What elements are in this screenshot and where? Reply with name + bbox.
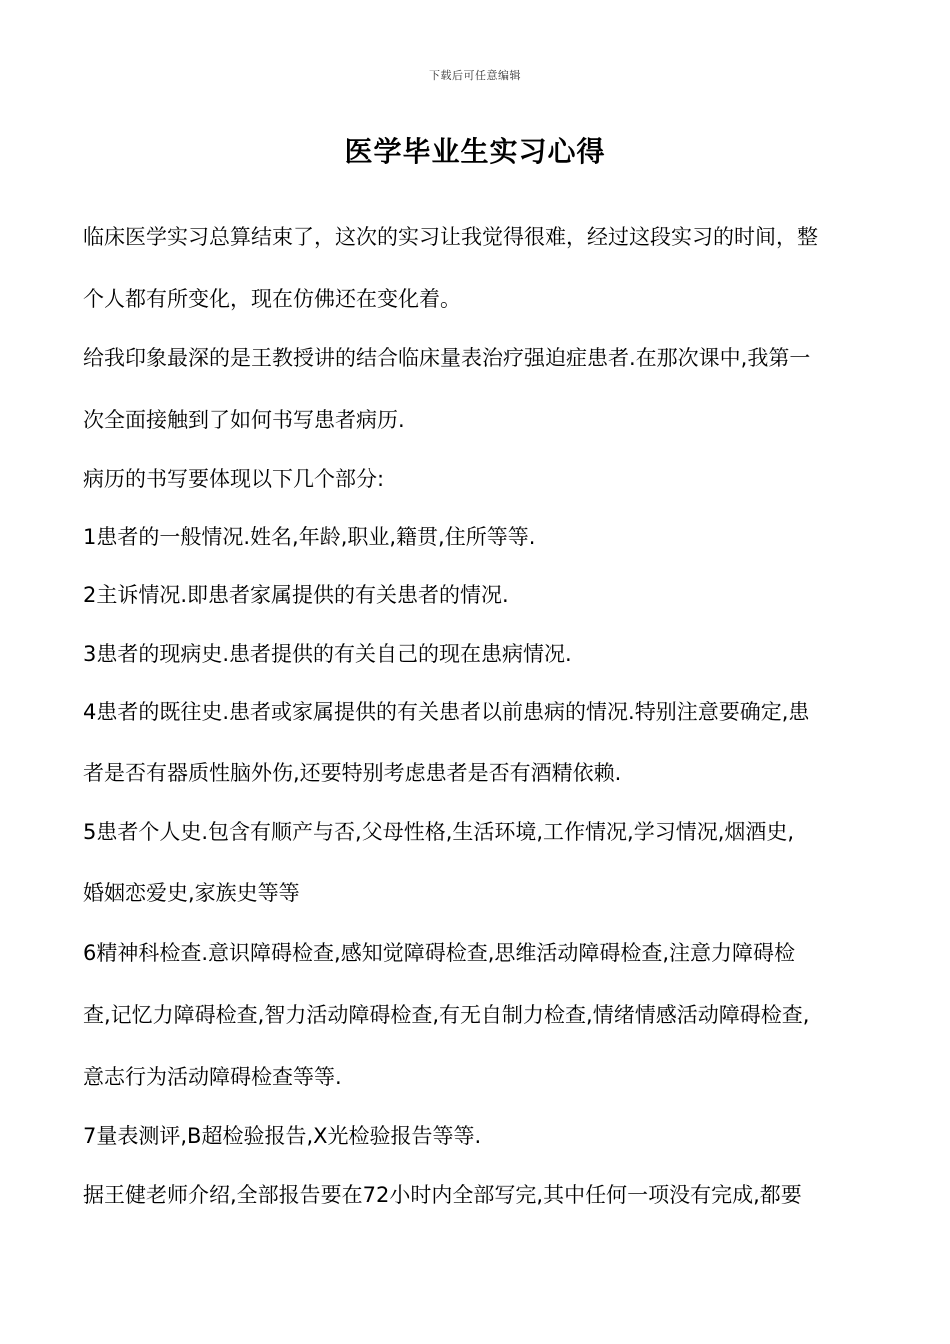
text-line: 者是否有器质性脑外伤,还要特别考虑患者是否有酒精依赖. [83, 761, 622, 785]
text-line: 3患者的现病史.患者提供的有关自己的现在患病情况. [83, 642, 572, 666]
text-line: 病历的书写要体现以下几个部分: [83, 467, 385, 491]
text-line: 婚姻恋爱史,家族史等等 [83, 881, 300, 905]
text-line: 个人都有所变化，现在仿佛还在变化着。 [83, 287, 461, 311]
text-line: 1患者的一般情况.姓名,年龄,职业,籍贯,住所等等. [83, 525, 536, 549]
document-title: 医学毕业生实习心得 [344, 135, 606, 168]
text-line: 意志行为活动障碍检查等等. [83, 1065, 342, 1089]
text-line: 临床医学实习总算结束了，这次的实习让我觉得很难，经过这段实习的时间，整 [83, 225, 818, 249]
text-line: 6精神科检查.意识障碍检查,感知觉障碍检查,思维活动障碍检查,注意力障碍检 [83, 941, 796, 965]
header-note: 下载后可任意编辑 [429, 69, 521, 82]
text-line: 据王健老师介绍,全部报告要在72小时内全部写完,其中任何一项没有完成,都要 [83, 1183, 802, 1207]
text-line: 2主诉情况.即患者家属提供的有关患者的情况. [83, 583, 509, 607]
text-line: 5患者个人史.包含有顺产与否,父母性格,生活环境,工作情况,学习情况,烟酒史, [83, 820, 795, 844]
text-line: 给我印象最深的是王教授讲的结合临床量表治疗强迫症患者.在那次课中,我第一 [83, 346, 811, 370]
text-line: 7量表测评,B超检验报告,X光检验报告等等. [83, 1124, 482, 1148]
text-line: 次全面接触到了如何书写患者病历. [83, 408, 405, 432]
text-line: 查,记忆力障碍检查,智力活动障碍检查,有无自制力检查,情绪情感活动障碍检查, [83, 1003, 810, 1027]
text-line: 4患者的既往史.患者或家属提供的有关患者以前患病的情况.特别注意要确定,患 [83, 700, 810, 724]
